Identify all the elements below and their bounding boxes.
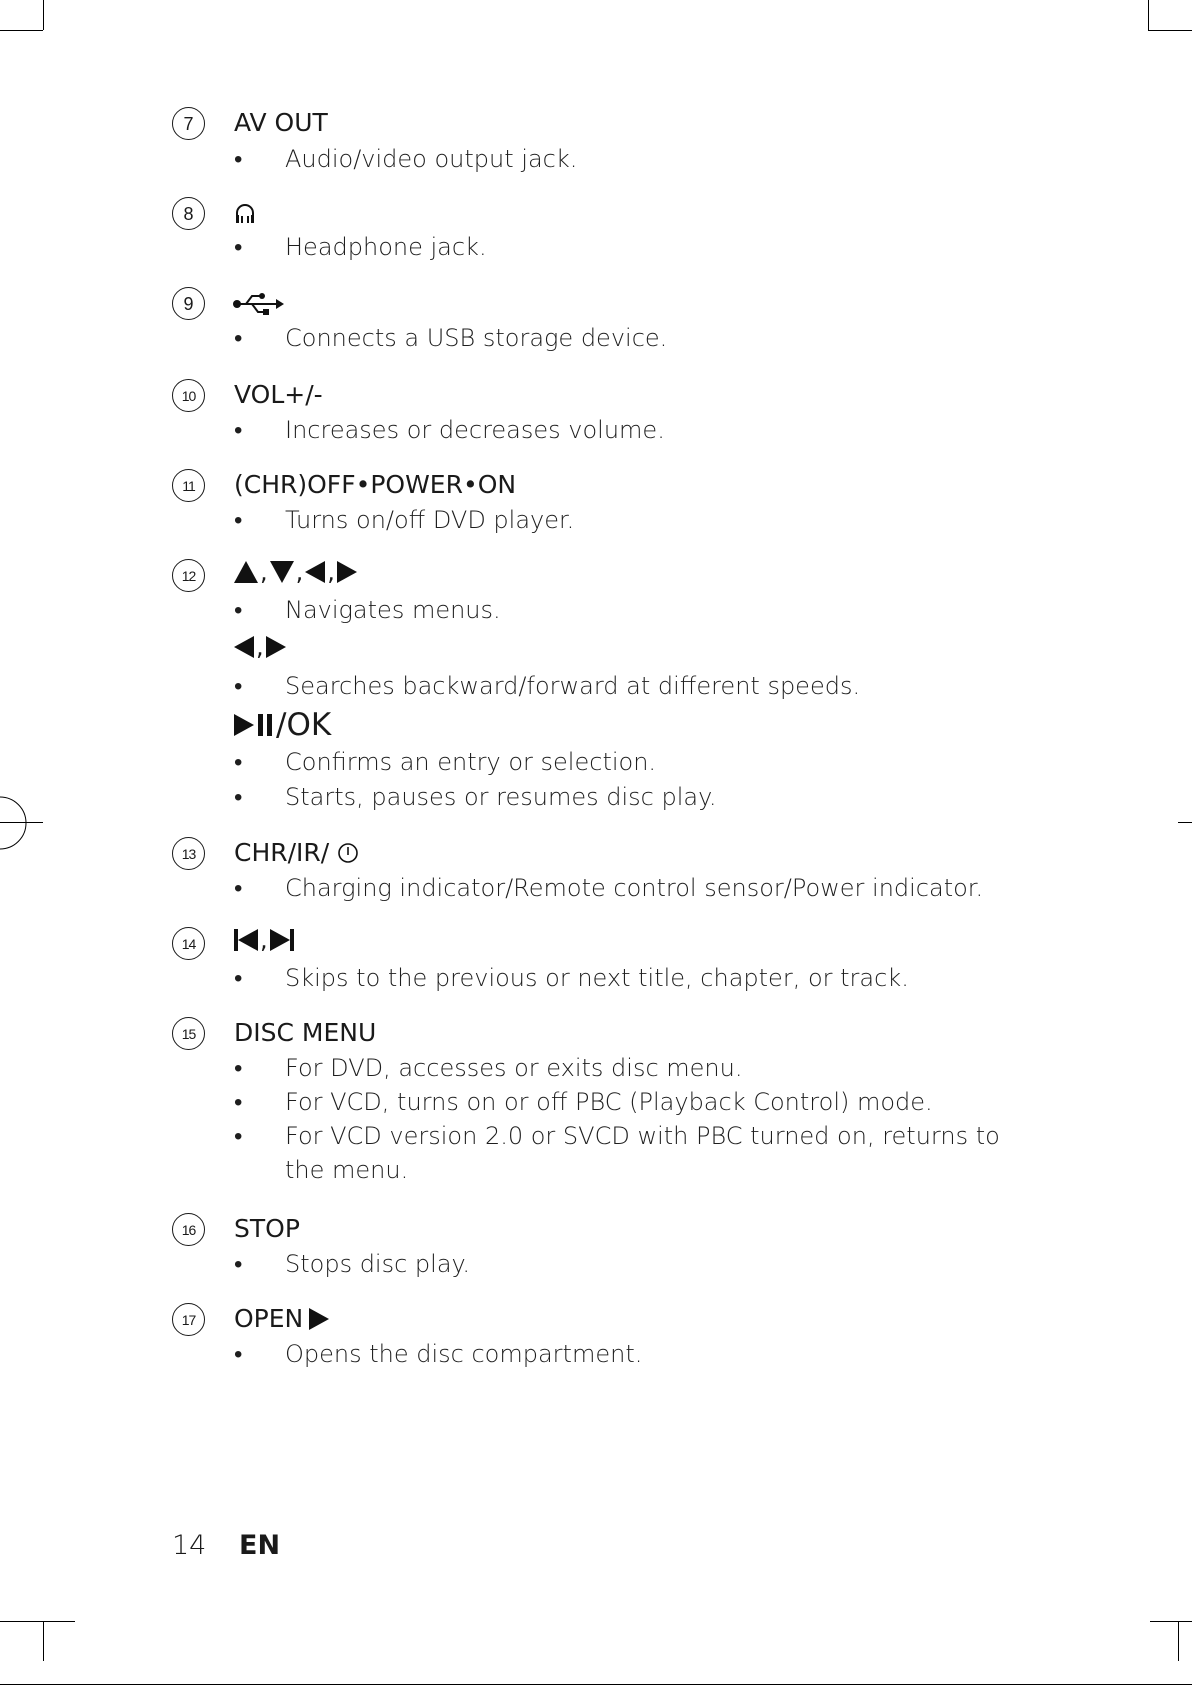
usb-icon <box>232 292 284 316</box>
crop-mark <box>1178 1621 1179 1661</box>
headphone-icon <box>233 201 257 225</box>
item-number: 12 <box>172 559 205 592</box>
item-number: 8 <box>172 197 205 230</box>
item-number: 7 <box>172 107 205 140</box>
item-number: 17 <box>172 1303 205 1336</box>
crop-mark <box>43 0 44 30</box>
item-number: 9 <box>172 287 205 320</box>
crop-mark <box>1148 30 1192 31</box>
crop-mark <box>1150 1621 1192 1622</box>
next-icon <box>270 929 290 951</box>
crop-mark <box>43 1621 44 1661</box>
crop-mark <box>0 30 43 31</box>
item-heading: DISC MENU <box>234 1018 377 1047</box>
item-heading: VOL+/- <box>234 380 323 409</box>
crop-mark <box>0 1621 75 1622</box>
item-number: 11 <box>172 469 205 502</box>
arrow-right-icon <box>337 561 357 583</box>
search-arrows-icon: , <box>234 633 286 661</box>
page-number: 14 <box>172 1530 207 1561</box>
arrow-left-icon <box>234 636 254 658</box>
crop-mark <box>1178 822 1192 823</box>
play-pause-ok-label: /OK <box>234 708 331 742</box>
item-number: 13 <box>172 837 205 870</box>
item-number: 14 <box>172 927 205 960</box>
registration-mark <box>0 795 44 851</box>
item-heading: CHR/IR/ <box>234 836 359 870</box>
item-heading: STOP <box>234 1214 300 1243</box>
pause-icon <box>258 714 263 736</box>
item-number: 15 <box>172 1017 205 1050</box>
arrow-right-icon <box>266 636 286 658</box>
arrow-up-icon <box>234 561 258 583</box>
arrow-down-icon <box>270 561 294 583</box>
item-number: 10 <box>172 379 205 412</box>
navigation-arrows-icon: , , , <box>234 558 357 586</box>
item-heading: AV OUT <box>234 108 328 137</box>
skip-icon: , <box>234 926 294 954</box>
play-icon <box>309 1308 329 1330</box>
power-icon <box>337 842 359 864</box>
item-heading: OPEN <box>234 1302 329 1336</box>
arrow-left-icon <box>305 561 325 583</box>
crop-mark <box>1148 0 1149 30</box>
item-number: 16 <box>172 1213 205 1246</box>
language-code: EN <box>239 1530 281 1561</box>
play-icon <box>234 714 254 736</box>
item-heading: (CHR)OFF•POWER•ON <box>234 470 517 499</box>
